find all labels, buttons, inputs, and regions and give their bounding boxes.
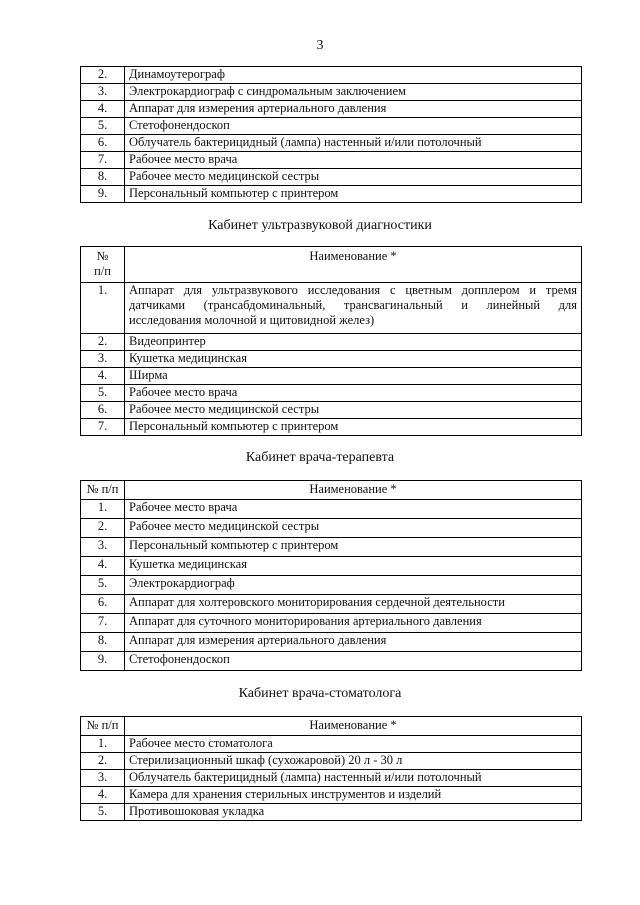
row-number: 8. — [81, 169, 125, 186]
row-name: Облучатель бактерицидный (лампа) настенный и/или потолочный — [125, 770, 582, 787]
table-row — [81, 557, 582, 576]
name-column-header: Наименование * — [125, 481, 582, 500]
row-number: 2. — [81, 753, 125, 770]
name-column-header: Наименование * — [125, 717, 582, 736]
section-title-ultrasound: Кабинет ультразвуковой диагностики — [208, 218, 432, 233]
table-row — [81, 67, 582, 84]
row-name: Кушетка медицинская — [125, 351, 582, 368]
num-column-header — [81, 247, 125, 283]
row-number: 5. — [81, 385, 125, 402]
row-number: 6. — [81, 595, 125, 614]
row-number: 1. — [81, 283, 125, 334]
table-row — [81, 804, 582, 821]
row-name: Ширма — [125, 368, 582, 385]
row-number: 2. — [81, 519, 125, 538]
ultrasound-equipment-table — [80, 246, 582, 436]
row-name: Электрокардиограф с синдромальным заключением — [125, 84, 582, 101]
row-name: Динамоутерограф — [125, 67, 582, 84]
row-number: 6. — [81, 135, 125, 152]
row-number: 5. — [81, 118, 125, 135]
table-row — [81, 186, 582, 203]
table-row — [81, 135, 582, 152]
row-name: Аппарат для холтеровского мониторирования сердечной деятельности — [125, 595, 582, 614]
row-number: 7. — [81, 614, 125, 633]
dentist-equipment-table — [80, 716, 582, 821]
row-name: Стетофонендоскоп — [125, 652, 582, 671]
table-row — [81, 402, 582, 419]
row-name: Аппарат для измерения артериального давления — [125, 633, 582, 652]
table-header-row — [81, 247, 582, 283]
page-number: 3 — [316, 38, 324, 53]
table-row — [81, 787, 582, 804]
row-name: Стерилизационный шкаф (сухожаровой) 20 л - 30 л — [125, 753, 582, 770]
row-number: 1. — [81, 500, 125, 519]
row-name: Рабочее место медицинской сестры — [125, 402, 582, 419]
row-name: Противошоковая укладка — [125, 804, 582, 821]
row-number: 4. — [81, 557, 125, 576]
table-row — [81, 152, 582, 169]
row-number: 1. — [81, 736, 125, 753]
row-number: 4. — [81, 787, 125, 804]
table-header-row — [81, 717, 582, 736]
table-row — [81, 736, 582, 753]
row-name: Кушетка медицинская — [125, 557, 582, 576]
row-number: 9. — [81, 186, 125, 203]
table-row — [81, 576, 582, 595]
row-name: Видеопринтер — [125, 334, 582, 351]
row-number: 4. — [81, 368, 125, 385]
row-number: 4. — [81, 101, 125, 118]
row-name: Камера для хранения стерильных инструментов и изделий — [125, 787, 582, 804]
table-row — [81, 283, 582, 334]
row-name: Персональный компьютер с принтером — [125, 538, 582, 557]
row-name — [125, 283, 582, 334]
row-name: Облучатель бактерицидный (лампа) настенный и/или потолочный — [125, 135, 582, 152]
row-number: 5. — [81, 576, 125, 595]
table-row — [81, 538, 582, 557]
row-name: Стетофонендоскоп — [125, 118, 582, 135]
equipment-table-continued — [80, 66, 582, 203]
table-row — [81, 368, 582, 385]
table-row — [81, 753, 582, 770]
row-name: Рабочее место медицинской сестры — [125, 519, 582, 538]
num-header-line: № — [96, 249, 109, 263]
row-number: 9. — [81, 652, 125, 671]
name-column-header: Наименование * — [125, 247, 582, 283]
table-row — [81, 500, 582, 519]
row-number: 5. — [81, 804, 125, 821]
table-row — [81, 84, 582, 101]
row-number: 2. — [81, 334, 125, 351]
section-title-dentist: Кабинет врача-стоматолога — [238, 686, 402, 701]
row-name: Электрокардиограф — [125, 576, 582, 595]
table-row — [81, 385, 582, 402]
row-name: Персональный компьютер с принтером — [125, 419, 582, 436]
row-name-line: датчиками (трансабдоминальный, трансвагинальный и линейный для — [129, 298, 577, 312]
table-row — [81, 101, 582, 118]
table-row — [81, 169, 582, 186]
row-name: Рабочее место врача — [125, 500, 582, 519]
row-name: Аппарат для измерения артериального давления — [125, 101, 582, 118]
table-row — [81, 770, 582, 787]
row-number: 7. — [81, 419, 125, 436]
row-number: 3. — [81, 770, 125, 787]
therapist-equipment-table — [80, 480, 582, 671]
row-number: 3. — [81, 84, 125, 101]
table-row — [81, 419, 582, 436]
row-name: Рабочее место медицинской сестры — [125, 169, 582, 186]
row-name: Рабочее место стоматолога — [125, 736, 582, 753]
row-name: Рабочее место врача — [125, 385, 582, 402]
num-column-header: № п/п — [81, 717, 125, 736]
row-number: 3. — [81, 351, 125, 368]
table-header-row — [81, 481, 582, 500]
table-row — [81, 595, 582, 614]
row-number: 8. — [81, 633, 125, 652]
row-name-line: исследования молочной и щитовидной желез) — [129, 313, 375, 327]
section-title-therapist: Кабинет врача-терапевта — [245, 450, 395, 465]
table-row — [81, 614, 582, 633]
table-row — [81, 633, 582, 652]
table-row — [81, 118, 582, 135]
row-number: 3. — [81, 538, 125, 557]
num-header-line: п/п — [94, 264, 111, 278]
row-number: 6. — [81, 402, 125, 419]
row-number: 7. — [81, 152, 125, 169]
num-column-header: № п/п — [81, 481, 125, 500]
row-name: Персональный компьютер с принтером — [125, 186, 582, 203]
table-row — [81, 652, 582, 671]
table-row — [81, 351, 582, 368]
row-name: Рабочее место врача — [125, 152, 582, 169]
table-row — [81, 519, 582, 538]
row-name-line: Аппарат для ультразвукового исследования с цветным допплером и тремя — [129, 283, 577, 297]
row-name: Аппарат для суточного мониторирования артериального давления — [125, 614, 582, 633]
table-row — [81, 334, 582, 351]
row-number: 2. — [81, 67, 125, 84]
